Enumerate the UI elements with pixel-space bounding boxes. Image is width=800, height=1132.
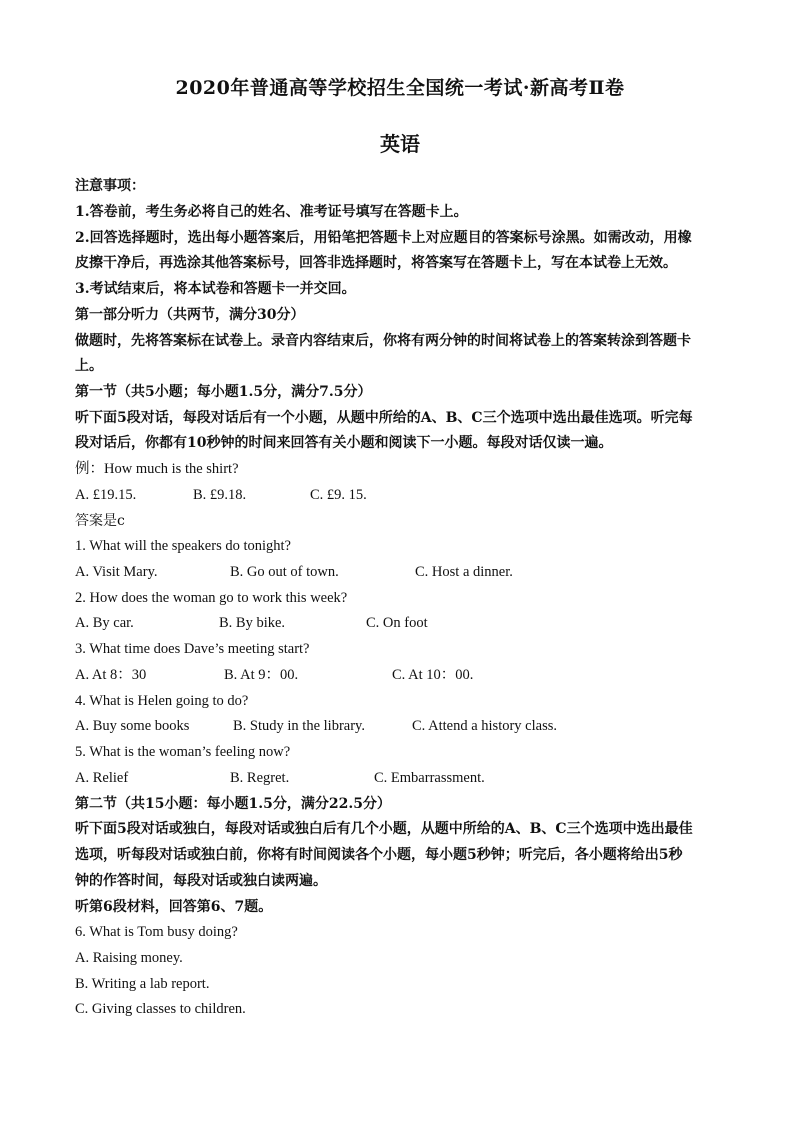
- question-3-option-c: C. At 10：00.: [392, 667, 474, 683]
- question-5-option-c: C. Embarrassment.: [374, 770, 485, 786]
- part1-heading: 第一部分听力（共两节，满分30分）: [75, 307, 305, 323]
- section1-heading: 第一节（共5小题；每小题1.5分，满分7.5分）: [75, 384, 372, 400]
- section1-instruction-line-1: 听下面5段对话，每段对话后有一个小题，从题中所给的A、B、C三个选项中选出最佳选项。听完每: [75, 410, 693, 426]
- question-5-option-b: B. Regret.: [230, 770, 290, 786]
- note-2-line-1: 2.回答选择题时，选出每小题答案后，用铅笔把答题卡上对应题目的答案标号涂黑。如需改动，用橡: [75, 230, 692, 246]
- question-6-option-c: C. Giving classes to children.: [75, 1001, 246, 1017]
- question-4: 4. What is Helen going to do?: [75, 693, 249, 709]
- question-1-option-a: A. Visit Mary.: [75, 564, 158, 580]
- note-2-line-2: 皮擦干净后，再选涂其他答案标号，回答非选择题时，将答案写在答题卡上，写在本试卷上无效。: [75, 255, 677, 271]
- question-5: 5. What is the woman’s feeling now?: [75, 744, 291, 760]
- section2-instruction-line-2: 选项，听每段对话或独白前，你将有时间阅读各个小题，每小题5秒钟；听完后，各小题将给出5秒: [75, 847, 683, 863]
- notes-heading: 注意事项：: [75, 178, 145, 194]
- question-4-option-b: B. Study in the library.: [233, 718, 365, 734]
- question-1-option-b: B. Go out of town.: [230, 564, 339, 580]
- question-5-option-a: A. Relief: [75, 770, 129, 786]
- part1-instruction-line-1: 做题时，先将答案标在试卷上。录音内容结束后，你将有两分钟的时间将试卷上的答案转涂到答题卡: [75, 333, 691, 349]
- example-option-a: A. £19.15.: [75, 487, 137, 503]
- note-3: 3.考试结束后，将本试卷和答题卡一并交回。: [75, 281, 356, 297]
- question-3-option-b: B. At 9：00.: [224, 667, 299, 683]
- example-option-b: B. £9.18.: [193, 487, 247, 503]
- question-1-option-c: C. Host a dinner.: [415, 564, 513, 580]
- question-2-option-b: B. By bike.: [219, 615, 286, 631]
- section1-instruction-line-2: 段对话后，你都有10秒钟的时间来回答有关小题和阅读下一小题。每段对话仅读一遍。: [75, 435, 613, 451]
- subject-title: 英语: [380, 132, 420, 156]
- question-3-option-a: A. At 8：30: [75, 667, 147, 683]
- question-2: 2. How does the woman go to work this week?: [75, 590, 348, 606]
- example-answer: 答案是c: [75, 513, 125, 529]
- question-6-option-a: A. Raising money.: [75, 950, 183, 966]
- section2-heading: 第二节（共15小题：每小题1.5分，满分22.5分）: [75, 796, 391, 812]
- note-1: 1.答卷前，考生务必将自己的姓名、准考证号填写在答题卡上。: [75, 204, 468, 220]
- section2-instruction-line-1: 听下面5段对话或独白，每段对话或独白后有几个小题，从题中所给的A、B、C三个选项中选出最佳: [75, 821, 693, 837]
- section2-instruction-line-3: 钟的作答时间，每段对话或独白读两遍。: [75, 873, 327, 889]
- exam-title: 2020年普通高等学校招生全国统一考试·新高考Ⅱ卷: [175, 77, 625, 99]
- part1-instruction-line-2: 上。: [75, 358, 103, 374]
- question-4-option-c: C. Attend a history class.: [412, 718, 557, 734]
- question-6: 6. What is Tom busy doing?: [75, 924, 238, 940]
- material-6-heading: 听第6段材料，回答第6、7题。: [75, 899, 273, 915]
- question-1: 1. What will the speakers do tonight?: [75, 538, 291, 554]
- example-question: 例：How much is the shirt?: [75, 461, 239, 477]
- question-2-option-c: C. On foot: [366, 615, 428, 631]
- question-3: 3. What time does Dave’s meeting start?: [75, 641, 310, 657]
- question-6-option-b: B. Writing a lab report.: [75, 976, 210, 992]
- question-4-option-a: A. Buy some books: [75, 718, 190, 734]
- question-2-option-a: A. By car.: [75, 615, 134, 631]
- example-option-c: C. £9. 15.: [310, 487, 367, 503]
